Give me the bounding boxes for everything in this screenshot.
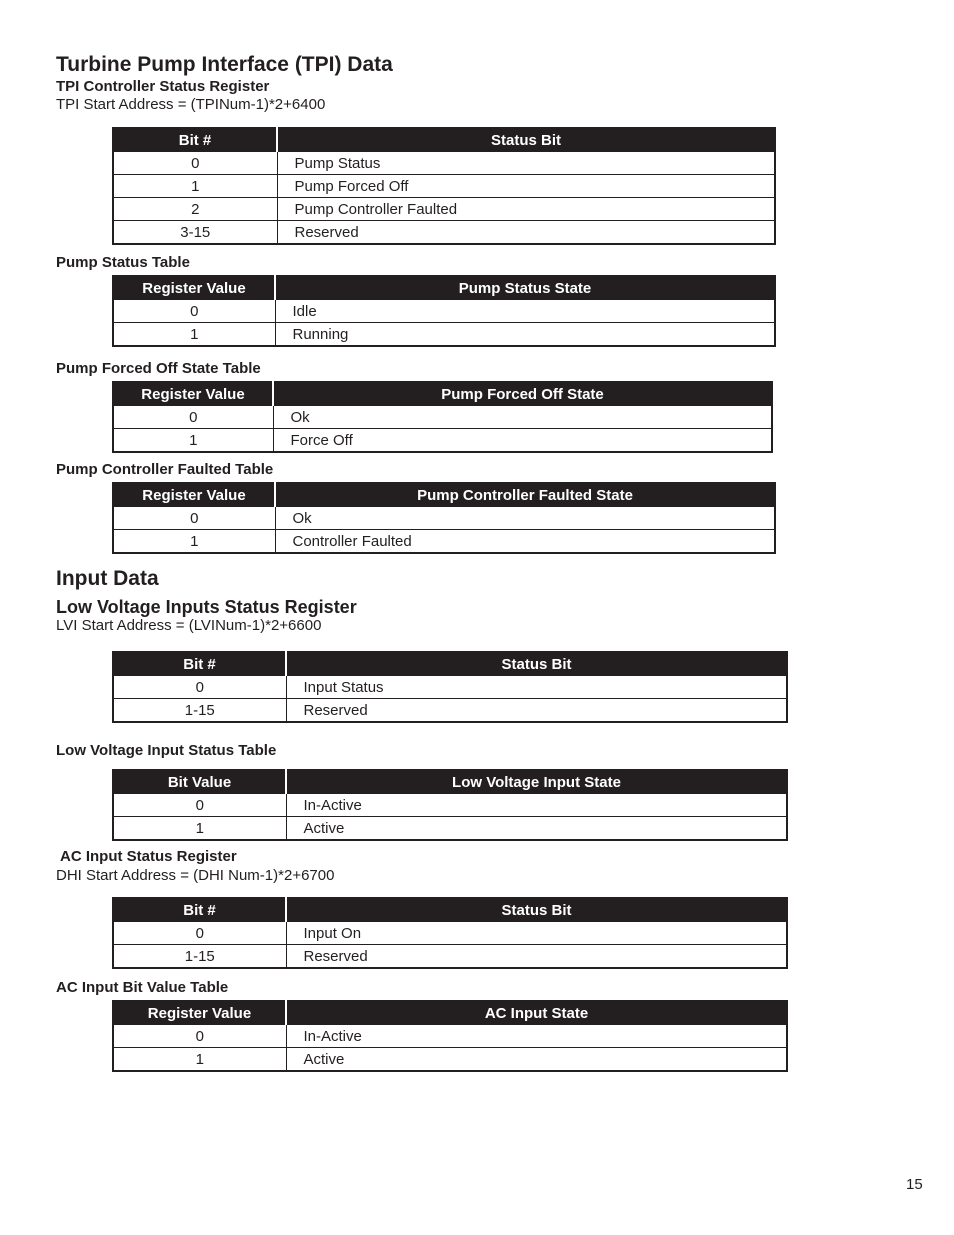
- bit-cell: 3-15: [113, 221, 277, 245]
- bit-cell: 0: [113, 152, 277, 175]
- value-cell: 0: [113, 1025, 286, 1048]
- value-cell: 1: [113, 530, 275, 554]
- table-row: [113, 794, 787, 817]
- table-row: [113, 507, 775, 530]
- column-header: AC Input State: [286, 1001, 787, 1025]
- status-cell: Reserved: [277, 221, 775, 245]
- lvi-start-address: LVI Start Address = (LVINum-1)*2+6600: [56, 617, 322, 634]
- pump-forced-off-table-title: Pump Forced Off State Table: [56, 360, 261, 377]
- column-header: Register Value: [113, 483, 275, 507]
- value-cell: 0: [113, 507, 275, 530]
- column-header: Low Voltage Input State: [286, 770, 787, 794]
- value-cell: 0: [113, 406, 273, 429]
- table-row: [113, 922, 787, 945]
- pump-status-table-title: Pump Status Table: [56, 254, 190, 271]
- tpi-start-address: TPI Start Address = (TPINum-1)*2+6400: [56, 96, 326, 113]
- column-header: Bit #: [113, 898, 286, 922]
- state-cell: Running: [275, 323, 775, 347]
- column-header: Status Bit: [286, 652, 787, 676]
- status-cell: Pump Forced Off: [277, 175, 775, 198]
- column-header: Register Value: [113, 1001, 286, 1025]
- value-cell: 0: [113, 300, 275, 323]
- lvi-status-bit-table: [112, 651, 788, 723]
- ac-register-title: AC Input Status Register: [60, 848, 237, 865]
- bit-cell: 1-15: [113, 699, 286, 723]
- lvi-register-title: Low Voltage Inputs Status Register: [56, 597, 357, 617]
- ac-state-table: [112, 1000, 788, 1072]
- column-header: Status Bit: [277, 128, 775, 152]
- pump-controller-faulted-table-title: Pump Controller Faulted Table: [56, 461, 274, 478]
- state-cell: Controller Faulted: [275, 530, 775, 554]
- state-cell: Idle: [275, 300, 775, 323]
- table-row: [113, 699, 787, 723]
- table-row: [113, 1048, 787, 1072]
- page-number: 15: [906, 1176, 923, 1193]
- tpi-status-bit-table: [112, 127, 776, 245]
- value-cell: 1: [113, 323, 275, 347]
- column-header: Status Bit: [286, 898, 787, 922]
- status-cell: Pump Controller Faulted: [277, 198, 775, 221]
- column-header: Pump Status State: [275, 276, 775, 300]
- lvi-state-table: [112, 769, 788, 841]
- state-cell: Ok: [275, 507, 775, 530]
- status-cell: Pump Status: [277, 152, 775, 175]
- pump-controller-faulted-table: [112, 482, 776, 554]
- tpi-section-title: Turbine Pump Interface (TPI) Data: [56, 53, 393, 76]
- table-row: [113, 323, 775, 347]
- state-cell: In-Active: [286, 1025, 787, 1048]
- column-header: Pump Forced Off State: [273, 382, 772, 406]
- state-cell: Active: [286, 1048, 787, 1072]
- table-row: [113, 152, 775, 175]
- ac-status-bit-table: [112, 897, 788, 969]
- column-header: Pump Controller Faulted State: [275, 483, 775, 507]
- bit-cell: 0: [113, 922, 286, 945]
- state-cell: Active: [286, 817, 787, 841]
- table-row: [113, 406, 772, 429]
- lvi-state-table-title: Low Voltage Input Status Table: [56, 742, 277, 759]
- status-cell: Reserved: [286, 699, 787, 723]
- column-header: Register Value: [113, 276, 275, 300]
- ac-start-address: DHI Start Address = (DHI Num-1)*2+6700: [56, 867, 335, 884]
- column-header: Bit #: [113, 652, 286, 676]
- state-cell: Ok: [273, 406, 772, 429]
- column-header: Bit Value: [113, 770, 286, 794]
- state-cell: Force Off: [273, 429, 772, 453]
- value-cell: 1: [113, 817, 286, 841]
- table-row: [113, 945, 787, 969]
- value-cell: 1: [113, 429, 273, 453]
- column-header: Bit #: [113, 128, 277, 152]
- status-cell: Input Status: [286, 676, 787, 699]
- table-row: [113, 198, 775, 221]
- column-header: Register Value: [113, 382, 273, 406]
- bit-cell: 1-15: [113, 945, 286, 969]
- table-row: [113, 1025, 787, 1048]
- state-cell: In-Active: [286, 794, 787, 817]
- pump-status-table: [112, 275, 776, 347]
- input-section-title: Input Data: [56, 567, 159, 590]
- table-row: [113, 817, 787, 841]
- table-row: [113, 429, 772, 453]
- bit-cell: 0: [113, 676, 286, 699]
- value-cell: 1: [113, 1048, 286, 1072]
- bit-cell: 2: [113, 198, 277, 221]
- ac-state-table-title: AC Input Bit Value Table: [56, 979, 229, 996]
- status-cell: Reserved: [286, 945, 787, 969]
- table-row: [113, 175, 775, 198]
- tpi-register-title: TPI Controller Status Register: [56, 78, 270, 95]
- table-row: [113, 530, 775, 554]
- table-row: [113, 676, 787, 699]
- value-cell: 0: [113, 794, 286, 817]
- bit-cell: 1: [113, 175, 277, 198]
- status-cell: Input On: [286, 922, 787, 945]
- table-row: [113, 221, 775, 245]
- pump-forced-off-table: [112, 381, 773, 453]
- table-row: [113, 300, 775, 323]
